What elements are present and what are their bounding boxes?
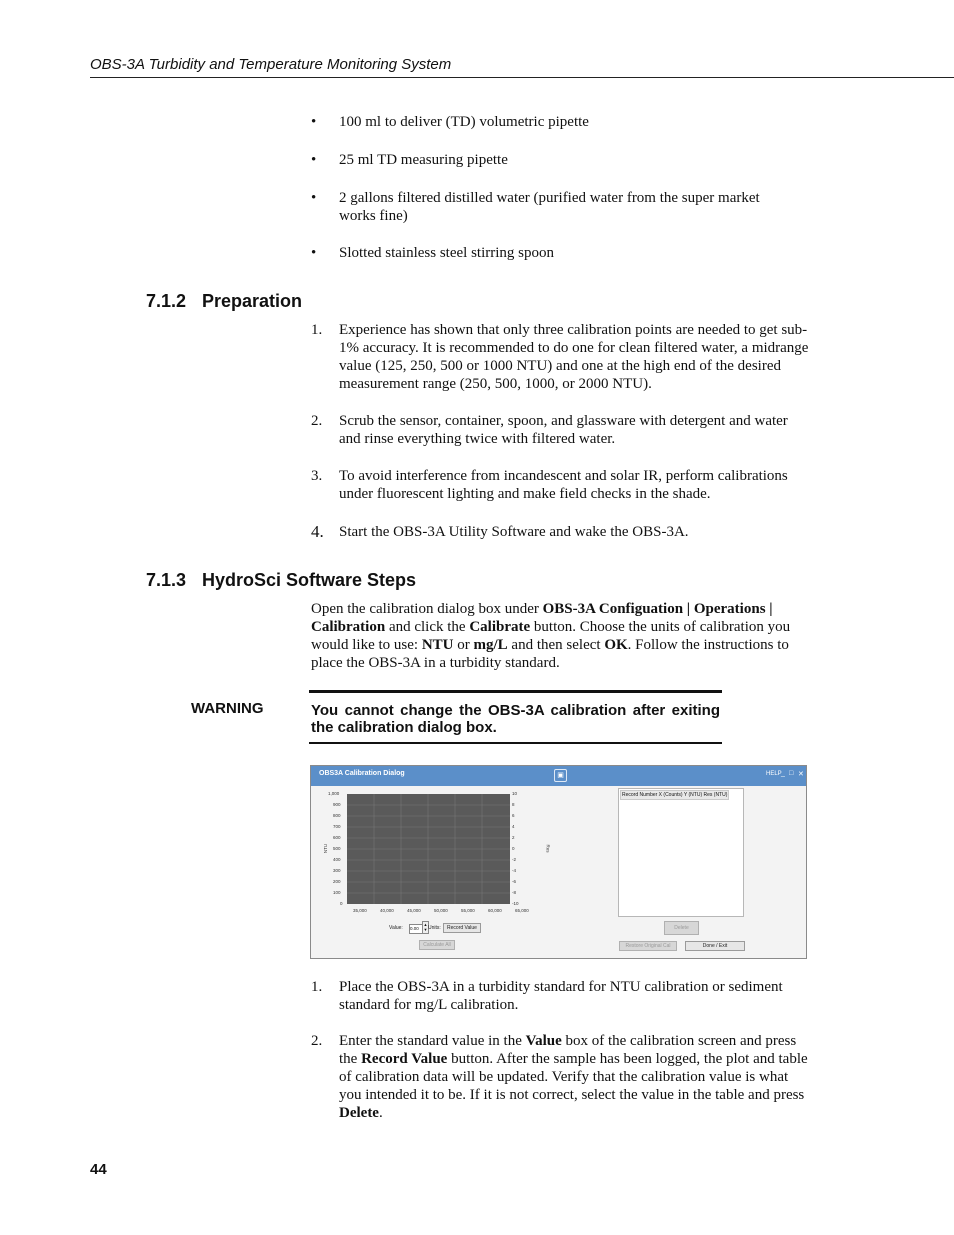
step-text: Scrub the sensor, container, spoon, and glassware with detergent and water and rinse everything twice with filtered water. bbox=[339, 413, 788, 447]
dialog-title-bar bbox=[311, 766, 806, 786]
page-number: 44 bbox=[90, 1161, 107, 1178]
x-tick: 65,000 bbox=[515, 908, 529, 913]
text-run: and then select bbox=[507, 637, 605, 653]
dialog-title: OBS3A Calibration Dialog bbox=[319, 770, 405, 777]
y-right-tick: 8 bbox=[512, 802, 515, 807]
record-value-button[interactable]: Record Value bbox=[443, 923, 481, 933]
ntu-term: NTU bbox=[421, 637, 454, 653]
units-label: Units: bbox=[428, 925, 441, 931]
preparation-steps bbox=[311, 321, 811, 541]
list-item: • 100 ml to deliver (TD) volumetric pipette bbox=[311, 113, 811, 131]
list-item: • 2 gallons filtered distilled water (purified water from the super market works fine) bbox=[311, 189, 789, 225]
record-value-term: Record Value bbox=[361, 1051, 448, 1067]
step-number: 2. bbox=[311, 413, 323, 429]
step-text: Experience has shown that only three calibration points are needed to get sub-1% accuracy. It is recommended to do one for clean filtered water, a midrange value (125, 250, 500 or 1000 NTU) and one at the high end of the desired measurement range (250, 500, 1000, or 2000 NTU). bbox=[339, 322, 809, 392]
value-input[interactable]: 0.00 bbox=[409, 924, 423, 934]
y-right-tick: 0 bbox=[512, 846, 515, 851]
y-left-tick: 0 bbox=[340, 901, 343, 906]
plot-grid bbox=[347, 794, 510, 904]
y-right-tick: -4 bbox=[512, 868, 517, 873]
value-spinner[interactable]: ▲ ▼ bbox=[423, 922, 428, 932]
x-tick: 40,000 bbox=[380, 908, 394, 913]
y-right-tick: 6 bbox=[512, 813, 515, 818]
ok-term: OK bbox=[604, 637, 628, 653]
step-number: 2. bbox=[311, 1033, 323, 1049]
list-item: • 25 ml TD measuring pipette bbox=[311, 151, 811, 169]
section-title: Preparation bbox=[202, 291, 303, 311]
warning-box bbox=[309, 690, 722, 744]
text-run: button. Choose the units of calibration you would like to use: bbox=[311, 619, 791, 653]
mgl-term: mg/L bbox=[473, 637, 508, 653]
equipment-list bbox=[311, 113, 811, 262]
y-left-tick: 400 bbox=[333, 857, 341, 862]
step-number: 1. bbox=[311, 979, 323, 995]
value-label: Value: bbox=[389, 925, 403, 931]
y-left-tick: 300 bbox=[333, 868, 341, 873]
y-left-label: NTU bbox=[323, 843, 329, 854]
x-tick: 50,000 bbox=[434, 908, 448, 913]
delete-term: Delete bbox=[339, 1105, 379, 1121]
x-tick: 35,000 bbox=[353, 908, 367, 913]
step-number: 4. bbox=[311, 522, 324, 541]
step-number: 3. bbox=[311, 468, 323, 484]
y-left-tick: 1,000 bbox=[328, 791, 340, 796]
help-link[interactable]: HELP bbox=[766, 771, 782, 777]
app-logo-icon: ▣ bbox=[554, 769, 567, 782]
y-left-tick: 700 bbox=[333, 824, 341, 829]
y-right-tick: -10 bbox=[512, 901, 519, 906]
calibration-dialog bbox=[310, 765, 807, 959]
text-run: . bbox=[378, 1105, 383, 1121]
text-run: or bbox=[453, 637, 474, 653]
section-heading-software bbox=[146, 569, 416, 591]
delete-button[interactable]: Delete bbox=[664, 921, 699, 935]
close-icon[interactable]: ✕ bbox=[798, 771, 804, 778]
section-number: 7.1.2 bbox=[146, 291, 187, 311]
text-run: button. After the sample has been logged, the plot and table of calibration data will be updated. Verify that the calibration value is what you intended it to be. If it is not correct, select the value in the table and press bbox=[339, 1051, 808, 1103]
software-steps bbox=[311, 978, 811, 1122]
section-title: HydroSci Software Steps bbox=[202, 570, 417, 590]
y-left-tick: 600 bbox=[333, 835, 341, 840]
text-run: Enter the standard value in the bbox=[339, 1033, 526, 1049]
y-right-tick: 10 bbox=[512, 791, 518, 796]
y-left-tick: 200 bbox=[333, 879, 341, 884]
list-item bbox=[311, 467, 811, 503]
step-text: To avoid interference from incandescent and solar IR, perform calibrations under fluorescent lighting and make field checks in the shade. bbox=[339, 468, 788, 502]
y-right-tick: 2 bbox=[512, 835, 515, 840]
y-right-label: Res bbox=[545, 844, 551, 853]
list-item bbox=[311, 978, 811, 1014]
x-tick: 55,000 bbox=[461, 908, 475, 913]
y-left-tick: 900 bbox=[333, 802, 341, 807]
y-right-tick: -8 bbox=[512, 890, 517, 895]
y-left-tick: 500 bbox=[333, 846, 341, 851]
table-header: Record Number X (Counts) Y (NTU) Res (NTU) bbox=[622, 792, 728, 798]
warning-label: WARNING bbox=[191, 700, 264, 717]
calibration-plot bbox=[347, 794, 510, 904]
restore-original-cal-button[interactable]: Restore Original Cal bbox=[619, 941, 677, 951]
y-right-tick: 4 bbox=[512, 824, 515, 829]
menu-path: OBS-3A Configuation | Operations | Calibration bbox=[311, 601, 773, 635]
step-text: Place the OBS-3A in a turbidity standard for NTU calibration or sediment standard for mg/L calibration. bbox=[339, 979, 783, 1013]
y-left-tick: 100 bbox=[333, 890, 341, 895]
step-number: 1. bbox=[311, 322, 323, 338]
step-text: Start the OBS-3A Utility Software and wake the OBS-3A. bbox=[339, 524, 689, 540]
y-right-tick: -2 bbox=[512, 857, 517, 862]
software-intro bbox=[311, 600, 801, 672]
list-item bbox=[311, 523, 811, 541]
list-item bbox=[311, 412, 811, 448]
x-tick: 60,000 bbox=[488, 908, 502, 913]
text-run: box of the calibration screen and press the bbox=[339, 1033, 797, 1067]
calculate-all-button[interactable]: Calculate All bbox=[419, 940, 455, 950]
y-right-tick: -6 bbox=[512, 879, 517, 884]
section-number: 7.1.3 bbox=[146, 570, 187, 590]
calibration-table[interactable] bbox=[618, 788, 744, 917]
y-left-tick: 800 bbox=[333, 813, 341, 818]
value-term: Value bbox=[525, 1033, 562, 1049]
text-run: . Follow the instructions to place the OBS-3A in a turbidity standard. bbox=[311, 637, 789, 671]
running-header: OBS-3A Turbidity and Temperature Monitoring System bbox=[90, 55, 954, 78]
text-run: Open the calibration dialog box under bbox=[311, 601, 543, 617]
warning-text: You cannot change the OBS-3A calibration after exiting the calibration dialog box. bbox=[311, 702, 720, 736]
list-item bbox=[311, 321, 811, 393]
maximize-icon[interactable]: □ bbox=[789, 770, 794, 777]
done-exit-button[interactable]: Done / Exit bbox=[685, 941, 745, 951]
text-run: and click the bbox=[385, 619, 470, 635]
list-item: • Slotted stainless steel stirring spoon bbox=[311, 244, 811, 262]
x-tick: 45,000 bbox=[407, 908, 421, 913]
section-heading-preparation bbox=[146, 290, 302, 312]
calibrate-term: Calibrate bbox=[469, 619, 531, 635]
list-item bbox=[311, 1032, 811, 1122]
minimize-icon[interactable]: _ bbox=[781, 770, 785, 777]
